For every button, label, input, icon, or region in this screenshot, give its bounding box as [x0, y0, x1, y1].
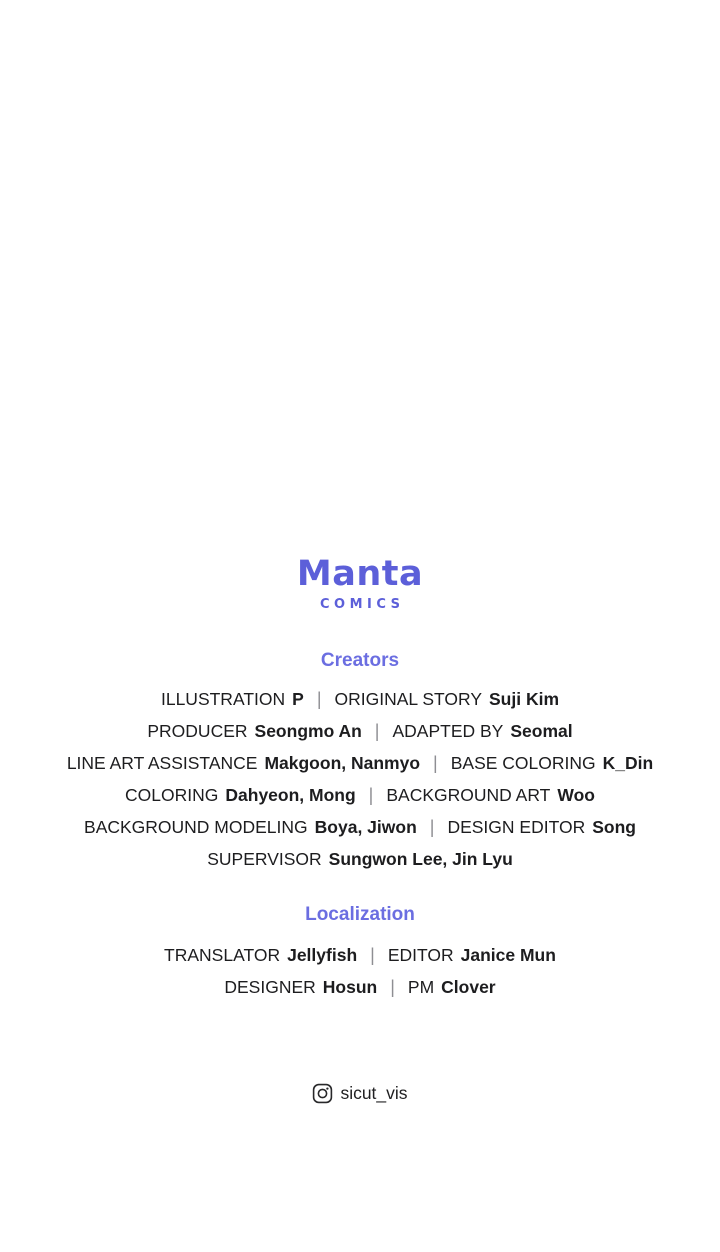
credit-names: Seomal [510, 721, 573, 741]
credit-separator: | [368, 785, 374, 805]
instagram-icon [312, 1083, 333, 1104]
credit-line [161, 683, 559, 715]
creators-heading: Creators [320, 650, 400, 671]
credit-names: Dahyeon, Mong [225, 785, 356, 805]
credit-names: Jellyfish [287, 945, 358, 965]
credit-role: EDITOR [387, 945, 454, 965]
credit-names: P [292, 689, 304, 709]
credit-role: BACKGROUND MODELING [84, 817, 308, 837]
localization-credit-list [164, 939, 556, 1003]
credit-separator: | [370, 945, 375, 965]
credit-line [67, 747, 653, 779]
credit-line [207, 843, 513, 875]
credit-names: Makgoon, Nanmyo [264, 753, 421, 773]
credit-line [125, 779, 595, 811]
credit-role: BASE COLORING [450, 753, 596, 773]
credit-role: PM [407, 977, 435, 997]
credit-role: ADAPTED BY [392, 721, 504, 741]
credit-names: Clover [441, 977, 496, 997]
credit-role: BACKGROUND ART [386, 785, 551, 805]
credit-separator: | [390, 977, 395, 997]
credit-line [147, 715, 572, 747]
credit-separator: | [374, 721, 380, 741]
credit-names: Hosun [322, 977, 378, 997]
credit-names: Suji Kim [489, 689, 560, 709]
credit-names: Janice Mun [460, 945, 556, 965]
credit-role: DESIGN EDITOR [447, 817, 586, 837]
credit-role: ILLUSTRATION [160, 689, 286, 709]
credit-names: Song [592, 817, 636, 837]
credit-role: TRANSLATOR [164, 945, 281, 965]
credit-names: Woo [557, 785, 595, 805]
credit-separator: | [429, 817, 435, 837]
credit-role: SUPERVISOR [207, 849, 322, 869]
localization-heading: Localization [305, 904, 415, 925]
credit-line [224, 971, 495, 1003]
credit-role: ORIGINAL STORY [334, 689, 482, 709]
credit-line [84, 811, 636, 843]
instagram-handle: sicut_vis [340, 1083, 408, 1103]
credit-names: Seongmo An [254, 721, 362, 741]
credit-role: COLORING [125, 785, 219, 805]
creators-credit-list [67, 683, 653, 875]
credit-names: K_Din [602, 753, 654, 773]
credit-separator: | [316, 689, 322, 709]
instagram-handle-row [312, 1083, 407, 1104]
manta-comics-tagline: COMICS [319, 597, 405, 612]
credit-names: Boya, Jiwon [314, 817, 417, 837]
credit-line [164, 939, 556, 971]
credit-role: PRODUCER [147, 721, 248, 741]
credit-separator: | [433, 753, 438, 773]
credit-role: DESIGNER [224, 977, 316, 997]
credit-role: LINE ART ASSISTANCE [66, 753, 258, 773]
manta-logo: Manta [296, 554, 424, 594]
credit-names: Sungwon Lee, Jin Lyu [328, 849, 513, 869]
